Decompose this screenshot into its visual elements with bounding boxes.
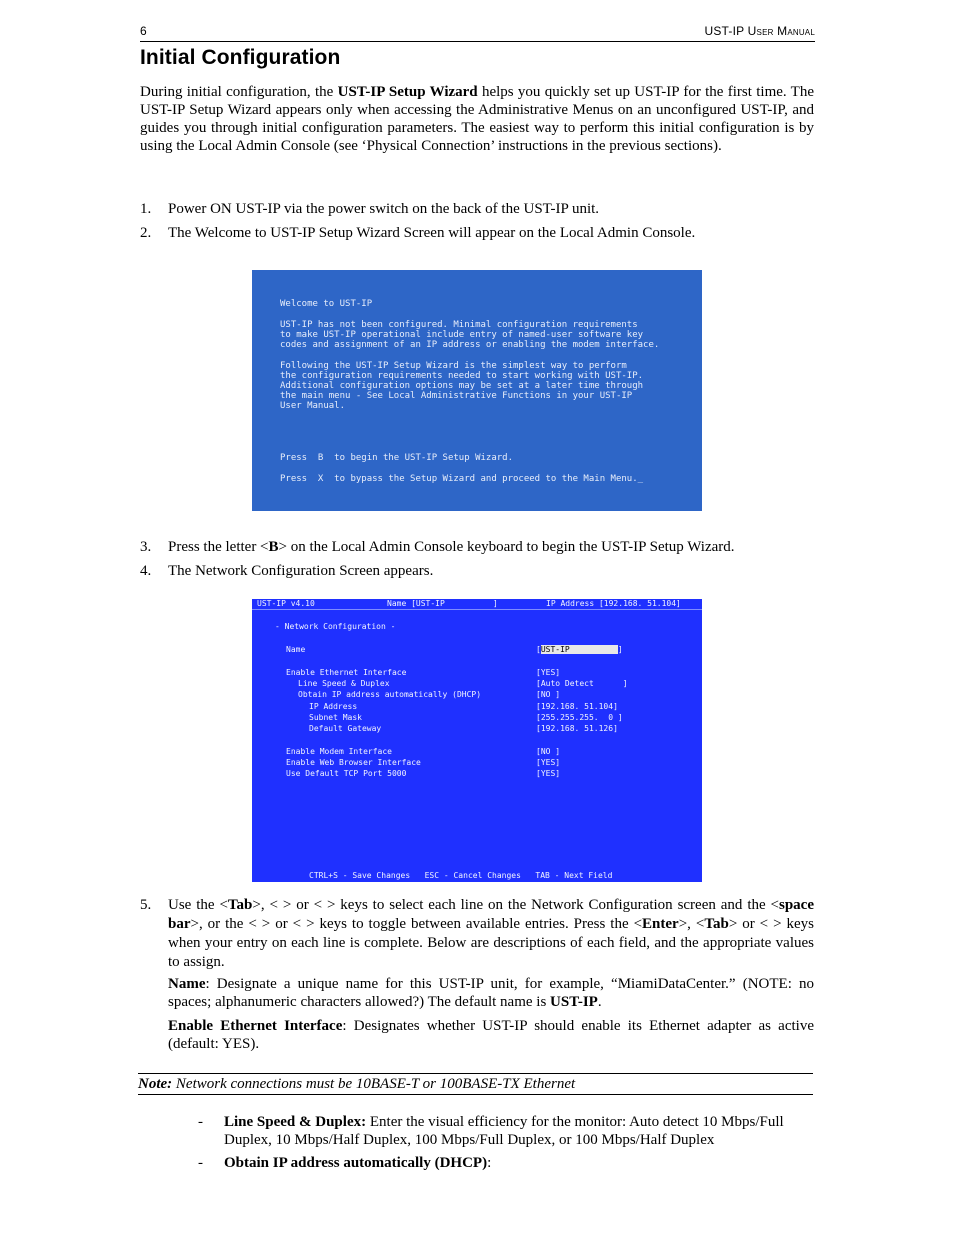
name-status: Name [UST-IP ] [387,599,498,608]
intro-paragraph: During initial configuration, the UST-IP Setup Wizard helps you quickly set up UST-IP for the first time. The UST-IP Setup Wizard appears only when accessing the Administrative Menus on an unconfigured UST-IP, and guides you through initial configuration parameters. The easiest way to perform this initial configuration is by using the Local Admin Console (see ‘Physical Connection’ instructions in the previous sections). [140,84,815,154]
welcome-line: Press X to bypass the Setup Wizard and proceed to the Main Menu._ [280,474,644,484]
name-description: Name: Designate a unique name for this UST-IP unit, for example, “MiamiDataCenter.” (NOTE: no spaces; alphanumeric characters allowed?) The default name is UST-IP. [168,976,814,1010]
note-box: Note: Network connections must be 10BASE-T or 100BASE-TX Ethernet [138,1073,813,1095]
page-header [140,22,815,42]
field-value: [Auto Detect ] [536,679,628,688]
welcome-line: codes and assignment of an IP address or enabling the modem interface. [280,340,660,350]
welcome-line: Following the UST-IP Setup Wizard is the simplest way to perform [280,361,627,371]
field-label: Enable Modem Interface [286,747,392,756]
field-value: [NO ] [536,747,561,756]
welcome-line: to make UST-IP operational include entry of named-user software key [280,330,644,340]
welcome-line: User Manual. [280,401,346,411]
field-label: Name [286,645,306,654]
welcome-line: Press B to begin the UST-IP Setup Wizard. [280,453,513,463]
field-label: Use Default TCP Port 5000 [286,769,407,778]
ip-status: IP Address [192.168. 51.104] [546,599,681,608]
field-label: Subnet Mask [309,713,362,722]
field-label: IP Address [309,702,358,711]
page-number: 6 [140,24,147,38]
welcome-screen-image [252,270,702,511]
manual-title: UST-IP User Manual [704,24,815,38]
ethernet-description: Enable Ethernet Interface: Designates whether UST-IP should enable its Ethernet adapter as active (default: YES). [168,1018,814,1052]
welcome-line: Additional configuration options may be set at a later time through [280,381,644,391]
field-value: [192.168. 51.126] [536,724,618,733]
field-label: Obtain IP address automatically (DHCP) [298,690,482,699]
welcome-line: the configuration requirements needed to start working with UST-IP. [280,371,644,381]
step-5-text: Use the <Tab>, < > or < > keys to select each line on the Network Configuration screen and the <space bar>, or the < > or < > keys to toggle between available entries. Press the <Enter>, <Tab> or < > keys when your entry on each line is complete. Below are descriptions of each field, and the appropriate values to assign. [168,897,815,970]
field-value: [YES] [536,758,561,767]
field-value: [192.168. 51.104] [536,702,618,711]
welcome-line: UST-IP has not been configured. Minimal configuration requirements [280,320,638,330]
welcome-line: the main menu - See Local Administrative Functions in your UST-IP [280,391,633,401]
welcome-line: Welcome to UST-IP [280,299,373,309]
field-label: Enable Web Browser Interface [286,758,421,767]
field-value: [255.255.255. 0 ] [536,713,623,722]
version-label: UST-IP v4.10 [257,599,315,608]
field-value: [YES] [536,769,561,778]
field-label: Line Speed & Duplex [298,679,390,688]
name-field: [UST-IP ] [536,645,623,654]
field-value: [NO ] [536,690,561,699]
network-config-screen-image [252,599,702,882]
field-label: Default Gateway [309,724,382,733]
field-value: [YES] [536,668,561,677]
screen-footer-keys: CTRL+S - Save Changes ESC - Cancel Changes TAB - Next Field [309,871,613,880]
section-heading: - Network Configuration - [275,622,396,631]
field-label: Enable Ethernet Interface [286,668,407,677]
section-title: Initial Configuration [140,46,341,69]
